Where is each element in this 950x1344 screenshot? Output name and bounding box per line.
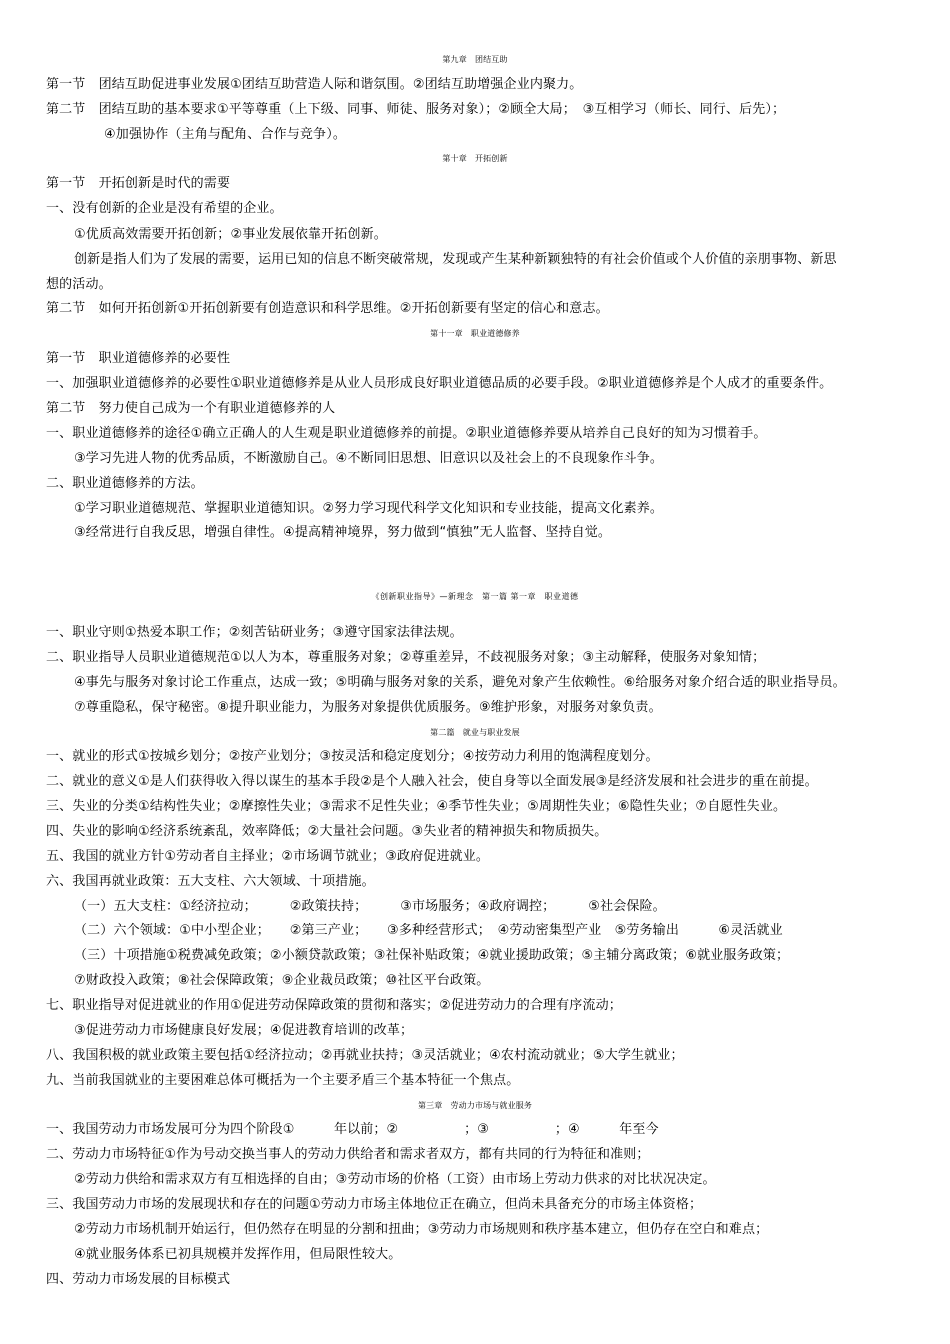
text-line: ③经常进行自我反思，增强自律性。④提高精神境界，努力做到“慎独”无人监督、坚持自觉。 [74, 525, 612, 540]
text-line: 五、我国的就业方针①劳动者自主择业；②市场调节就业；③政府促进就业。 [46, 849, 490, 864]
text-line: ②劳动力供给和需求双方有互相选择的自由；③劳动市场的价格（工资）由市场上劳动力供求的对比状况决定。 [74, 1172, 716, 1187]
chapter-heading-3: 第三章 劳动力市场与就业服务 [417, 1101, 533, 1110]
text-line: ④加强协作（主角与配角、合作与竞争）。 [104, 127, 347, 142]
section-heading: 第二节 努力使自己成为一个有职业道德修养的人 [46, 401, 336, 416]
text-line: （三）十项措施①税费减免政策；②小额贷款政策；③社保补贴政策；④就业援助政策；⑤主辅分离政策；⑥就业服务政策； [74, 948, 790, 963]
text-line: ⑦财政投入政策；⑧社会保障政策；⑨企业裁员政策；⑩社区平台政策。 [74, 973, 490, 988]
text-line: 一、我国劳动力市场发展可分为四个阶段① 年以前；② ；③ ；④ 年至今 [46, 1122, 659, 1137]
text-line: 一、没有创新的企业是没有希望的企业。 [46, 201, 283, 216]
text-line: 二、劳动力市场特征①作为号动交换当事人的劳动力供给者和需求者双方，都有共同的行为特征和准则； [46, 1147, 650, 1162]
text-line: 第一节 团结互助促进事业发展①团结互助营造人际和谐氛围。②团结互助增强企业内聚力。 [46, 77, 583, 92]
text-line: ④就业服务体系已初具规模并发挥作用，但局限性较大。 [74, 1247, 402, 1262]
text-line: 七、职业指导对促进就业的作用①促进劳动保障政策的贯彻和落实；②促进劳动力的合理有序流动； [46, 998, 622, 1013]
text-line: 第二节 团结互助的基本要求①平等尊重（上下级、同事、师徒、服务对象）；②顾全大局； ③互相学习（师长、同行、后先）； [46, 102, 786, 117]
chapter-heading-10: 第十章 开拓创新 [442, 154, 508, 163]
text-line: ③促进劳动力市场健康良好发展；④促进教育培训的改革； [74, 1023, 414, 1038]
text-line: 二、职业指导人员职业道德规范①以人为本，尊重服务对象；②尊重差异，不歧视服务对象；③主动解释，使服务对象知情； [46, 650, 766, 665]
section-heading: 第一节 职业道德修养的必要性 [46, 351, 231, 366]
text-line: 八、我国积极的就业政策主要包括①经济拉动；②再就业扶持；③灵活就业；④农村流动就业；⑤大学生就业； [46, 1048, 684, 1063]
text-line: （二）六个领域：①中小型企业； ②第三产业； ③多种经营形式； ④劳动密集型产业 ⑤劳务输出 ⑥灵活就业 [74, 923, 783, 938]
text-line: 一、职业守则①热爱本职工作；②刻苦钻研业务；③遵守国家法律法规。 [46, 625, 463, 640]
section-heading: 第一节 开拓创新是时代的需要 [46, 176, 231, 191]
text-line: 二、职业道德修养的方法。 [46, 476, 204, 491]
text-line: ①学习职业道德规范、掌握职业道德知识。②努力学习现代科学文化知识和专业技能，提高文化素养。 [74, 501, 664, 516]
text-line: 二、就业的意义①是人们获得收入得以谋生的基本手段②是个人融入社会，使自身等以全面发展③是经济发展和社会进步的重在前提。 [46, 774, 818, 789]
text-line: 想的活动。 [46, 277, 112, 292]
text-line: 第二节 如何开拓创新①开拓创新要有创造意识和科学思维。②开拓创新要有坚定的信心和意志。 [46, 301, 609, 316]
text-line: ④事先与服务对象讨论工作重点，达成一致；⑤明确与服务对象的关系，避免对象产生依赖性。⑥给服务对象介绍合适的职业指导员。 [74, 675, 846, 690]
text-line: ①优质高效需要开拓创新；②事业发展依靠开拓创新。 [74, 227, 387, 242]
book-title-heading: 《创新职业指导》—新理念 第一篇 第一章 职业道德 [371, 592, 579, 601]
text-line: ⑦尊重隐私，保守秘密。⑧提升职业能力，为服务对象提供优质服务。⑨维护形象，对服务对象负责。 [74, 700, 662, 715]
chapter-heading-11: 第十一章 职业道德修养 [430, 329, 520, 338]
text-line: （一）五大支柱：①经济拉动； ②政策扶持； ③市场服务；④政府调控； ⑤社会保险。 [74, 899, 666, 914]
text-line: 一、职业道德修养的途径①确立正确人的人生观是职业道德修养的前提。②职业道德修养要从培养自己良好的知为习惯着手。 [46, 426, 767, 441]
text-line: 创新是指人们为了发展的需要，运用已知的信息不断突破常规，发现或产生某种新颖独特的有社会价值或个人价值的亲朋事物、新思 [74, 252, 837, 267]
text-line: 九、当前我国就业的主要困难总体可概括为一个主要矛盾三个基本特征一个焦点。 [46, 1073, 520, 1088]
chapter-heading-9: 第九章 团结互助 [442, 55, 508, 64]
text-line: 六、我国再就业政策：五大支柱、六大领域、十项措施。 [46, 874, 375, 889]
text-line: 一、就业的形式①按城乡划分；②按产业划分；③按灵活和稳定度划分；④按劳动力利用的饱满程度划分。 [46, 749, 659, 764]
text-line: 四、失业的影响①经济系统紊乱，效率降低；②大量社会问题。③失业者的精神损失和物质损失。 [46, 824, 608, 839]
text-line: 三、我国劳动力市场的发展现状和存在的问题①劳动力市场主体地位正在确立，但尚未具备充分的市场主体资格； [46, 1197, 703, 1212]
text-line: 四、劳动力市场发展的目标模式 [46, 1272, 231, 1287]
text-line: ③学习先进人物的优秀品质，不断激励自己。④不断同旧思想、旧意识以及社会上的不良现象作斗争。 [74, 451, 664, 466]
text-line: 三、失业的分类①结构性失业；②摩擦性失业；③需求不足性失业；④季节性失业；⑤周期性失业；⑥隐性失业；⑦自愿性失业。 [46, 799, 787, 814]
text-line: 一、加强职业道德修养的必要性①职业道德修养是从业人员形成良好职业道德品质的必要手段。②职业道德修养是个人成才的重要条件。 [46, 376, 833, 391]
part-heading-2: 第二篇 就业与职业发展 [430, 728, 520, 737]
text-line: ②劳动力市场机制开始运行，但仍然存在明显的分割和扭曲；③劳动力市场规则和秩序基本建立，但仍存在空白和难点； [74, 1222, 769, 1237]
